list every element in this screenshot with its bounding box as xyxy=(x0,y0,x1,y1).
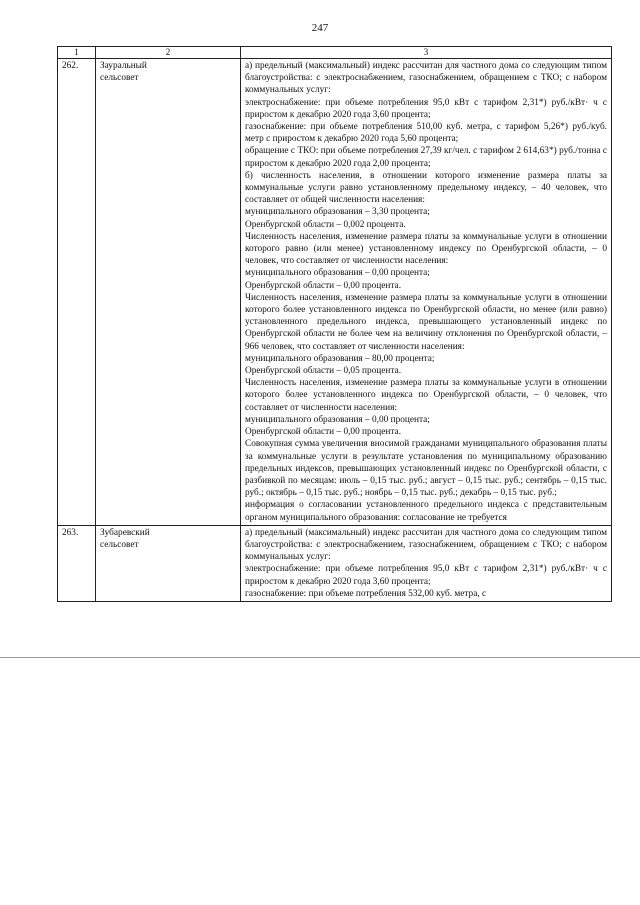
column-header-2: 2 xyxy=(96,47,241,59)
description-paragraph: б) численность населения, в отношении которого изменение размера платы за коммунальные услуги равно установленному предельному индексу, – 40 человек, что составляет от общей численности населения: xyxy=(245,170,607,206)
description-paragraph: Численность населения, изменение размера платы за коммунальные услуги в отношении которого равно (или менее) установленному индексу по Оренбургской области, – 0 человек, что составляет от численности населения: xyxy=(245,231,607,267)
description-paragraph: Совокупная сумма увеличения вносимой гражданами муниципального образования платы за коммунальные услуги в результате установления по муниципальному образованию предельных индексов, превышающих установленный индекс по Оренбургской области, с разбивкой по месяцам: июль – 0,15 тыс. руб.; август – 0,15 тыс. руб.; сентябрь – 0,15 тыс. руб.; октябрь – 0,15 тыс. руб.; ноябрь – 0,15 тыс. руб.; декабрь – 0,15 тыс. руб.; xyxy=(245,439,607,499)
description-paragraph: а) предельный (максимальный) индекс рассчитан для частного дома со следующим типом благоустройства: с электроснабжением, газоснабжением, обращением с ТКО; с набором коммунальных услуг: xyxy=(245,527,607,563)
description-paragraph: информация о согласовании установленного предельного индекса с представительным органом муниципального образования: согласование не требуется xyxy=(245,500,607,523)
table-row xyxy=(58,59,612,526)
scan-fold-line xyxy=(0,657,640,658)
municipality-name: Зубаревский сельсовет xyxy=(96,525,241,601)
index-description xyxy=(241,59,612,526)
description-paragraph: Численность населения, изменение размера платы за коммунальные услуги в отношении которого более установленного индекса по Оренбургской области, – 0 человек, что составляет от численности населения: xyxy=(245,378,607,413)
description-paragraph: обращение с ТКО: при объеме потребления 27,39 кг/чел. с тарифом 2 614,63*) руб./тонна с приростом к декабрю 2020 года 2,00 процента; xyxy=(245,146,607,169)
description-paragraph: а) предельный (максимальный) индекс рассчитан для частного дома со следующим типом благоустройства: с электроснабжением, газоснабжением, обращением с ТКО; с набором коммунальных услуг: xyxy=(245,61,607,96)
row-number: 262. xyxy=(58,59,96,526)
municipality-name: Зауральный сельсовет xyxy=(96,59,241,526)
description-paragraph: муниципального образования – 80,00 процента; xyxy=(245,353,435,364)
description-paragraph: Численность населения, изменение размера платы за коммунальные услуги в отношении которого более установленного индекса по Оренбургской области, но менее (или равно) установленного предельного индекса, превышающего установленный индекс по Оренбургской области не более чем на величину отклонения по Оренбургской области, – 966 человек, что составляет от численности населения: xyxy=(245,292,607,352)
description-paragraph: Оренбургской области – 0,05 процента. xyxy=(245,366,402,377)
description-paragraph: электроснабжение: при объеме потребления 95,0 кВт с тарифом 2,31*) руб./кВт· ч с приростом к декабрю 2020 года 3,60 процента; xyxy=(245,564,607,587)
description-paragraph: муниципального образования – 0,00 процента; xyxy=(245,414,430,425)
description-paragraph: электроснабжение: при объеме потребления 95,0 кВт с тарифом 2,31*) руб./кВт· ч с приростом к декабрю 2020 года 3,60 процента; xyxy=(245,97,607,120)
page-number: 247 xyxy=(311,22,329,34)
description-paragraph: газоснабжение: при объеме потребления 532,00 куб. метра, с xyxy=(245,588,487,599)
tariff-table xyxy=(57,46,612,602)
column-header-3: 3 xyxy=(241,47,612,59)
description-paragraph: муниципального образования – 0,00 процента; xyxy=(245,268,430,279)
description-paragraph: Оренбургской области – 0,002 процента. xyxy=(245,219,406,230)
table-header-row xyxy=(58,47,612,59)
description-paragraph: Оренбургской области – 0,00 процента. xyxy=(245,280,402,291)
description-paragraph: Оренбургской области – 0,00 процента. xyxy=(245,427,402,438)
column-header-1: 1 xyxy=(58,47,96,59)
description-paragraph: муниципального образования – 3,30 процента; xyxy=(245,207,430,218)
index-description xyxy=(241,525,612,601)
table-row xyxy=(58,525,612,601)
row-number: 263. xyxy=(58,525,96,601)
description-paragraph: газоснабжение: при объеме потребления 510,00 куб. метра, с тарифом 5,26*) руб./куб. метр с приростом к декабрю 2020 года 5,60 процента; xyxy=(245,122,607,145)
